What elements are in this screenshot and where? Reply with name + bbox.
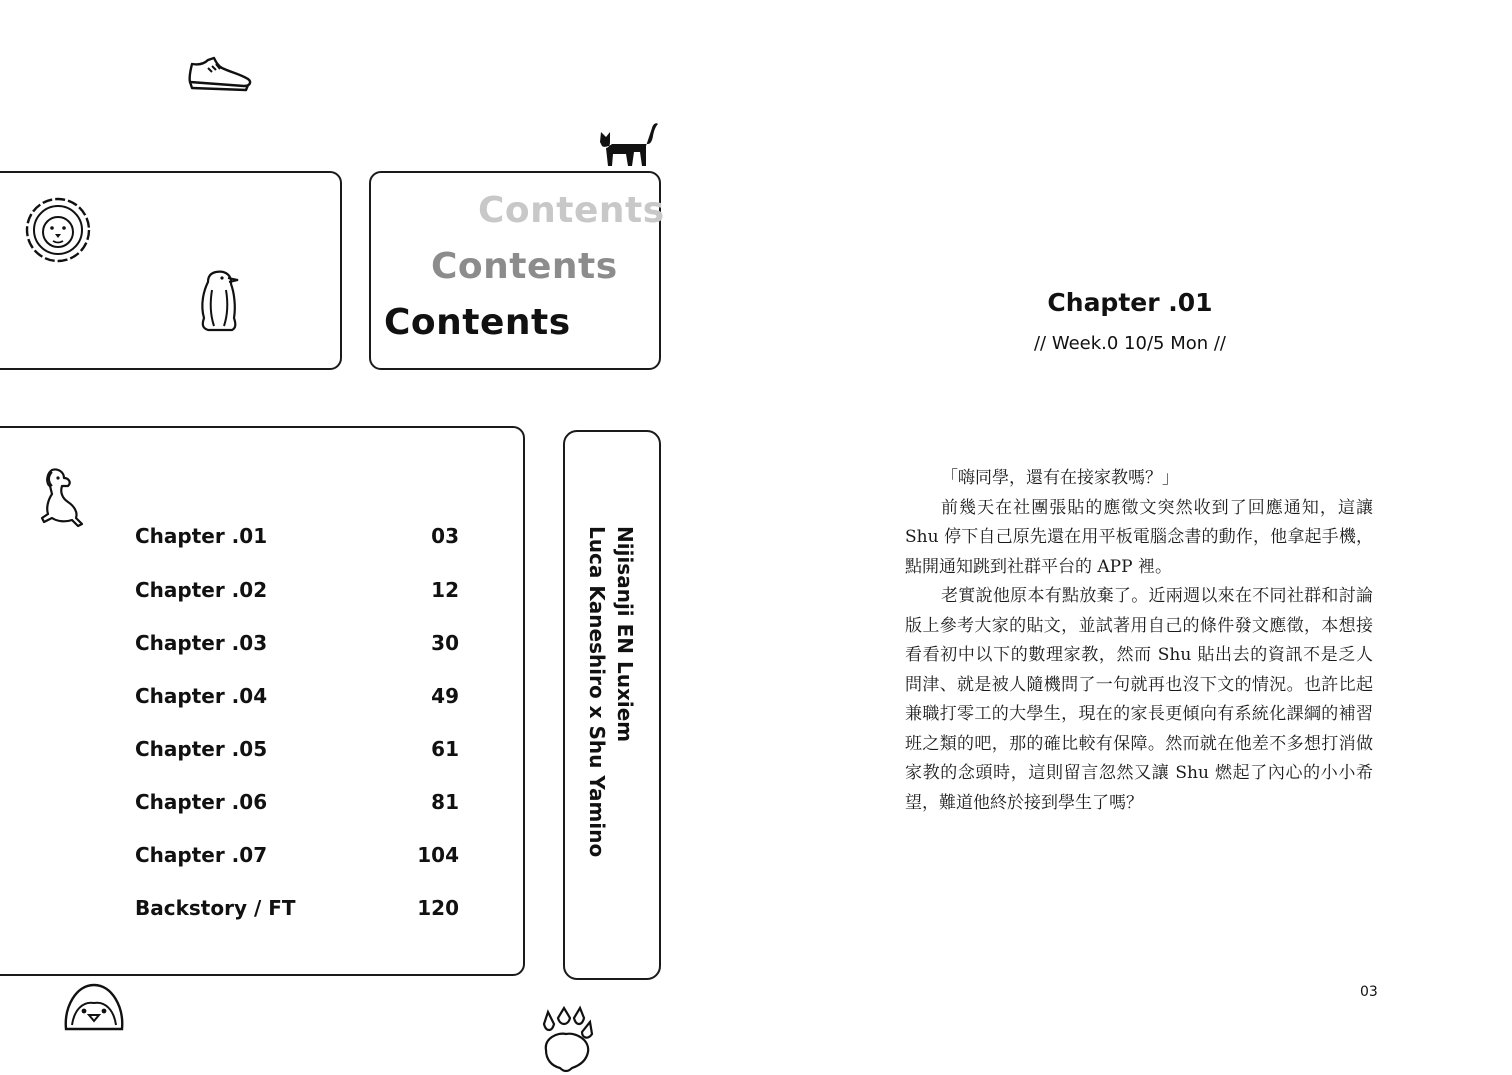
dog-icon bbox=[38, 466, 86, 528]
toc-row[interactable] bbox=[135, 787, 459, 817]
lion-icon bbox=[24, 196, 92, 264]
toc-row[interactable] bbox=[135, 575, 459, 605]
toc-page: 120 bbox=[417, 896, 459, 920]
penguin-icon bbox=[198, 268, 240, 334]
toc-row[interactable] bbox=[135, 628, 459, 658]
contents-title-light: Contents bbox=[478, 190, 665, 231]
chapter-body bbox=[905, 464, 1373, 818]
toc-row[interactable] bbox=[135, 840, 459, 870]
toc-label: Chapter .07 bbox=[135, 843, 268, 867]
penguin-face-icon bbox=[62, 981, 126, 1033]
paw-icon bbox=[538, 1010, 596, 1074]
toc-page: 104 bbox=[417, 843, 459, 867]
toc-page: 61 bbox=[431, 737, 459, 761]
toc-label: Chapter .06 bbox=[135, 790, 268, 814]
toc-row[interactable] bbox=[135, 521, 459, 551]
toc-page: 03 bbox=[431, 524, 459, 548]
cat-icon bbox=[596, 120, 660, 170]
body-paragraph: 老實說他原本有點放棄了。近兩週以來在不同社群和討論版上參考大家的貼文，並試著用自己的條件發文應徵，本想接看看初中以下的數理家教，然而 Shu 貼出去的資訊不是乏人問津、就是被人隨機問了一句就再也沒下文的情況。也許比起兼職打零工的大學生，現在的家長更傾向有系統化課綱的補習班之類的吧，那的確比較有保障。然而就在他差不多想打消做家教的念頭時，這則留言忽然又讓 Shu 燃起了內心的小小希望，難道他終於接到學生了嗎？ bbox=[905, 586, 1373, 813]
toc-page: 12 bbox=[431, 578, 459, 602]
toc-label: Chapter .02 bbox=[135, 578, 268, 602]
chapter-title: Chapter .01 bbox=[1047, 288, 1213, 317]
toc-page: 81 bbox=[431, 790, 459, 814]
spine-text bbox=[583, 526, 639, 857]
chapter-subtitle: // Week.0 10/5 Mon // bbox=[1033, 333, 1226, 354]
toc-page: 49 bbox=[431, 684, 459, 708]
toc-label: Chapter .05 bbox=[135, 737, 268, 761]
sneaker-icon bbox=[186, 52, 254, 92]
toc-page: 30 bbox=[431, 631, 459, 655]
toc-label: Chapter .04 bbox=[135, 684, 268, 708]
body-paragraph: 「嗨同學，還有在接家教嗎？」 bbox=[941, 468, 1179, 488]
contents-title-mid: Contents bbox=[431, 246, 618, 287]
toc-row[interactable] bbox=[135, 893, 459, 923]
toc-row[interactable] bbox=[135, 734, 459, 764]
toc-label: Chapter .01 bbox=[135, 524, 268, 548]
toc-row[interactable] bbox=[135, 681, 459, 711]
spine-line-1: Nijisanji EN Luxiem bbox=[613, 526, 637, 743]
page-number: 03 bbox=[1360, 984, 1378, 1000]
body-paragraph: 前幾天在社團張貼的應徵文突然收到了回應通知，這讓 Shu 停下自己原先還在用平板電腦念書的動作，他拿起手機，點開通知跳到社群平台的 APP 裡。 bbox=[905, 497, 1373, 577]
toc-label: Backstory / FT bbox=[135, 896, 296, 920]
spine-line-2: Luca Kaneshiro x Shu Yamino bbox=[585, 526, 609, 858]
toc-label: Chapter .03 bbox=[135, 631, 268, 655]
contents-title-dark: Contents bbox=[384, 302, 571, 343]
